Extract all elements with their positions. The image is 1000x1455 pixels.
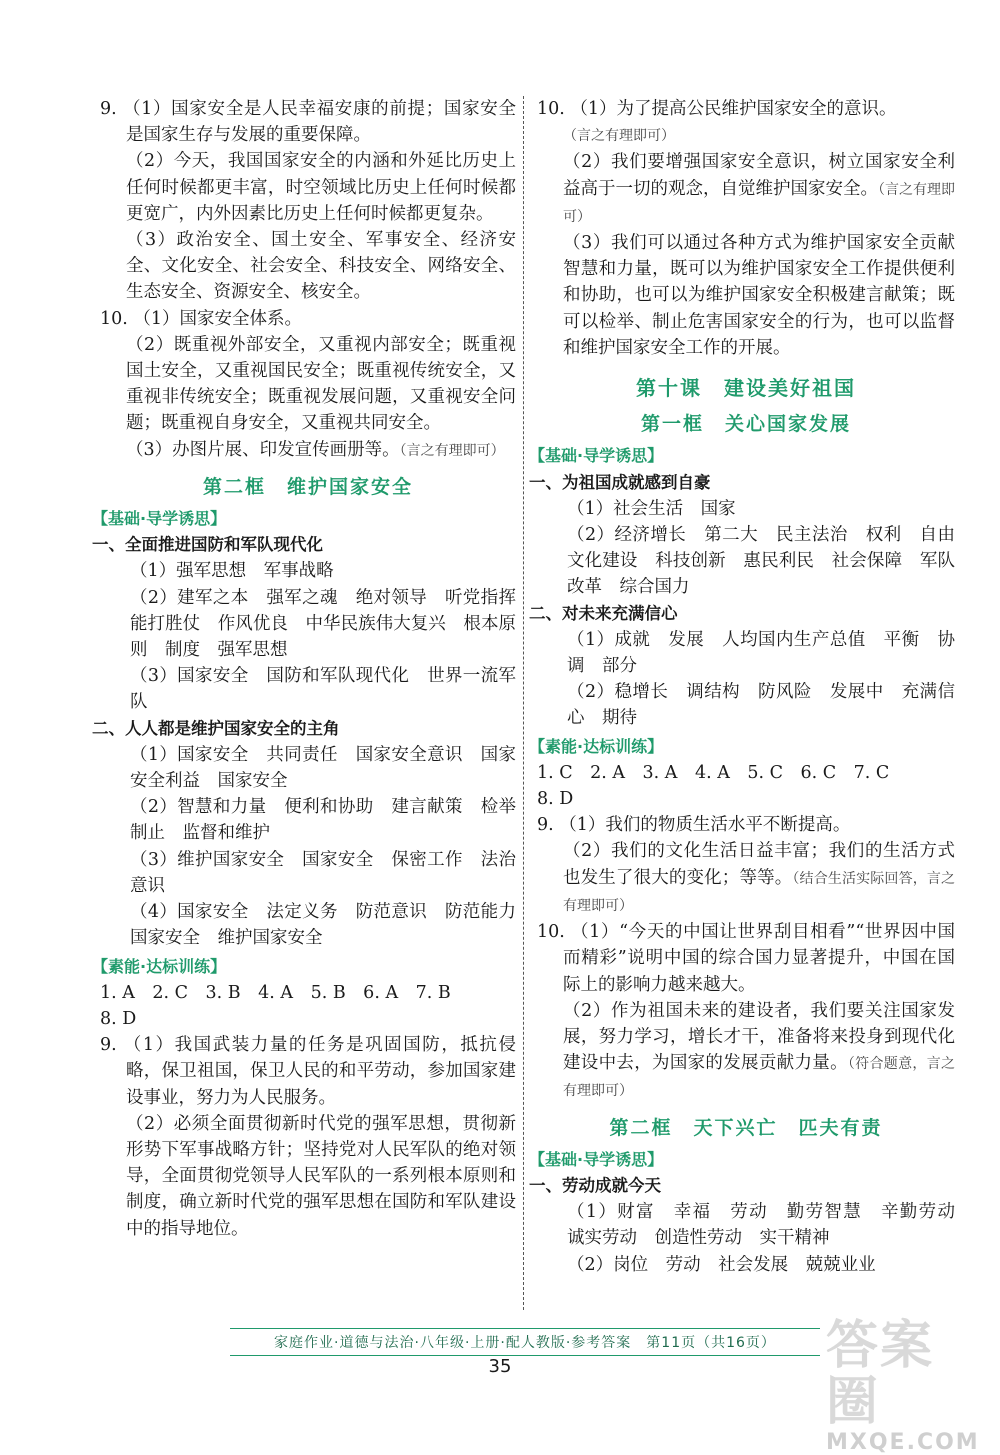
section-title: 第二框 天下兴亡 匹夫有责: [609, 1116, 883, 1139]
heading-two: 二、人人都是维护国家安全的主角: [92, 718, 340, 738]
tag-train: 【素能·达标训练】: [92, 956, 227, 976]
lesson-title: 第十课 建设美好祖国: [636, 376, 856, 401]
page-number: 35: [488, 1356, 512, 1377]
tag-basic: 【基础·导学诱思】: [529, 1149, 664, 1169]
page-footer: 家庭作业·道德与法治·八年级·上册·配人教版·参考答案 第11页（共16页）: [230, 1328, 820, 1356]
watermark-mark: 答案圈: [826, 1316, 935, 1432]
answer-note: （言之有理即可）: [399, 442, 505, 459]
list-item: （3）维护国家安全 国家安全 保密工作 法治意识: [130, 849, 516, 896]
r-q10b-part1: 10. （1）“今天的中国让世界刮目相看”“世界因中国而精彩”说明中国的综合国力显著提升，中国在国际上的影响力越来越大。: [537, 922, 955, 995]
watermark-logo: [826, 1316, 980, 1455]
q10-part3: （3）办图片展、印发宣传画册等。（言之有理即可）: [126, 439, 505, 460]
q10-part2: （2）既重视外部安全，又重视内部安全；既重视国土安全，又重视国民安全；既重视传统安全，又重视非传统安全；既重视发展问题，又重视安全问题；既重视自身安全，又重视共同安全。: [126, 334, 516, 434]
list-item: （3）国家安全 国防和军队现代化 世界一流军队: [130, 666, 516, 713]
q9-part3: （3）政治安全、国土安全、军事安全、经济安全、文化安全、社会安全、科技安全、网络安全、生态安全、资源安全、核安全。: [126, 230, 516, 303]
list-item: （2）经济增长 第二大 民主法治 权利 自由 文化建设 科技创新 惠民利民 社会保障 军队改革 综合国力: [567, 525, 973, 598]
list-item: （2）岗位 劳动 社会发展 兢兢业业: [567, 1254, 876, 1275]
tag-basic: 【基础·导学诱思】: [529, 446, 664, 466]
watermark-site: MXQE.COM: [826, 1430, 980, 1455]
r-q9-part2: （2）我们的文化生活日益丰富；我们的生活方式也发生了很大的变化；等等。（结合生活实际回答，言之有理即可）: [563, 841, 956, 914]
answer-note: （结合生活实际回答，言之有理即可）: [563, 870, 956, 914]
choice-answers: 8. D: [100, 1008, 137, 1029]
section-title: 第一框 关心国家发展: [640, 413, 851, 436]
q9b-part1: 9. （1）我国武装力量的任务是巩固国防，抵抗侵略，保卫祖国，保卫人民的和平劳动，参加国家建设事业，努力为人民服务。: [100, 1035, 516, 1108]
tag-basic: 【基础·导学诱思】: [92, 509, 227, 529]
r-q9-part1: 9. （1）我们的物质生活水平不断提高。: [537, 815, 851, 836]
list-item: （1）国家安全 共同责任 国家安全意识 国家安全利益 国家安全: [130, 744, 516, 792]
q9-part1: 9. （1）国家安全是人民幸福安康的前提；国家安全是国家生存与发展的重要保障。: [100, 99, 516, 146]
list-item: （1）社会生活 国家: [567, 498, 736, 519]
tag-train: 【素能·达标训练】: [529, 736, 664, 756]
list-item: （4）国家安全 法定义务 防范意识 防范能力 国家安全 维护国家安全: [130, 902, 534, 949]
heading-two: 二、对未来充满信心: [529, 603, 678, 623]
answer-note: （言之有理即可）: [563, 181, 955, 225]
answer-note: （符合题意，言之有理即可）: [563, 1056, 956, 1100]
choice-answers: 1. A 2. C 3. B 4. A 5. B 6. A 7. B: [100, 982, 451, 1003]
answer-note: （言之有理即可）: [563, 128, 675, 145]
r-q10-part2: （2）我们要增强国家安全意识，树立国家安全利益高于一切的观念，自觉维护国家安全。（言之有理即可）: [563, 152, 955, 225]
list-item: （2）稳增长 调结构 防风险 发展中 充满信心 期待: [567, 682, 955, 729]
r-q10b-part2: （2）作为祖国未来的建设者，我们要关注国家发展，努力学习，增长才干，准备将来投身到现代化建设中去，为国家的发展贡献力量。（符合题意，言之有理即可）: [563, 1000, 956, 1100]
column-divider: [523, 96, 524, 1310]
list-item: （2）智慧和力量 便利和协助 建言献策 检举 制止 监督和维护: [130, 797, 534, 844]
list-item: （1）强军思想 军事战略: [130, 561, 334, 582]
section-title: 第二框 维护国家安全: [202, 475, 413, 498]
q9b-part2: （2）必须全面贯彻新时代党的强军思想，贯彻新形势下军事战略方针；坚持党对人民军队的绝对领导，全面贯彻党领导人民军队的一系列根本原则和制度，确立新时代党的强军思想在国防和军队建设中的指导地位。: [126, 1113, 516, 1239]
r-q10-part3: （3）我们可以通过各种方式为维护国家安全贡献智慧和力量，既可以为维护国家安全工作提供便利和协助，也可以为维护国家安全积极建言献策；既可以检举、制止危害国家安全的行为，也可以监督和维护国家安全工作的开展。: [563, 233, 955, 358]
q10-part1: 10. （1）国家安全体系。: [100, 308, 303, 329]
list-item: （1）成就 发展 人均国内生产总值 平衡 协调 部分: [567, 629, 955, 677]
heading-one: 一、为祖国成就感到自豪: [529, 472, 711, 492]
right-column: [529, 96, 973, 1278]
r-q10-part1: 10. （1）为了提高公民维护国家安全的意识。 （言之有理即可）: [537, 99, 897, 145]
choice-answers: 1. C 2. A 3. A 4. A 5. C 6. C 7. C: [537, 762, 890, 783]
list-item: （1）财富 幸福 劳动 勤劳智慧 辛勤劳动 诚实劳动 创造性劳动 实干精神: [567, 1202, 973, 1249]
q9-part2: （2）今天，我国国家安全的内涵和外延比历史上任何时候都更丰富，时空领域比历史上任何时候都更宽广，内外因素比历史上任何时候都更复杂。: [126, 151, 516, 224]
choice-answers: 8. D: [537, 789, 574, 810]
list-item: （2）建军之本 强军之魂 绝对领导 听党指挥 能打胜仗 作风优良 中华民族伟大复兴 根本原则 制度 强军思想: [130, 587, 534, 661]
heading-one: 一、全面推进国防和军队现代化: [92, 535, 323, 555]
heading-three: 一、劳动成就今天: [529, 1175, 661, 1195]
left-column: [92, 96, 534, 1242]
